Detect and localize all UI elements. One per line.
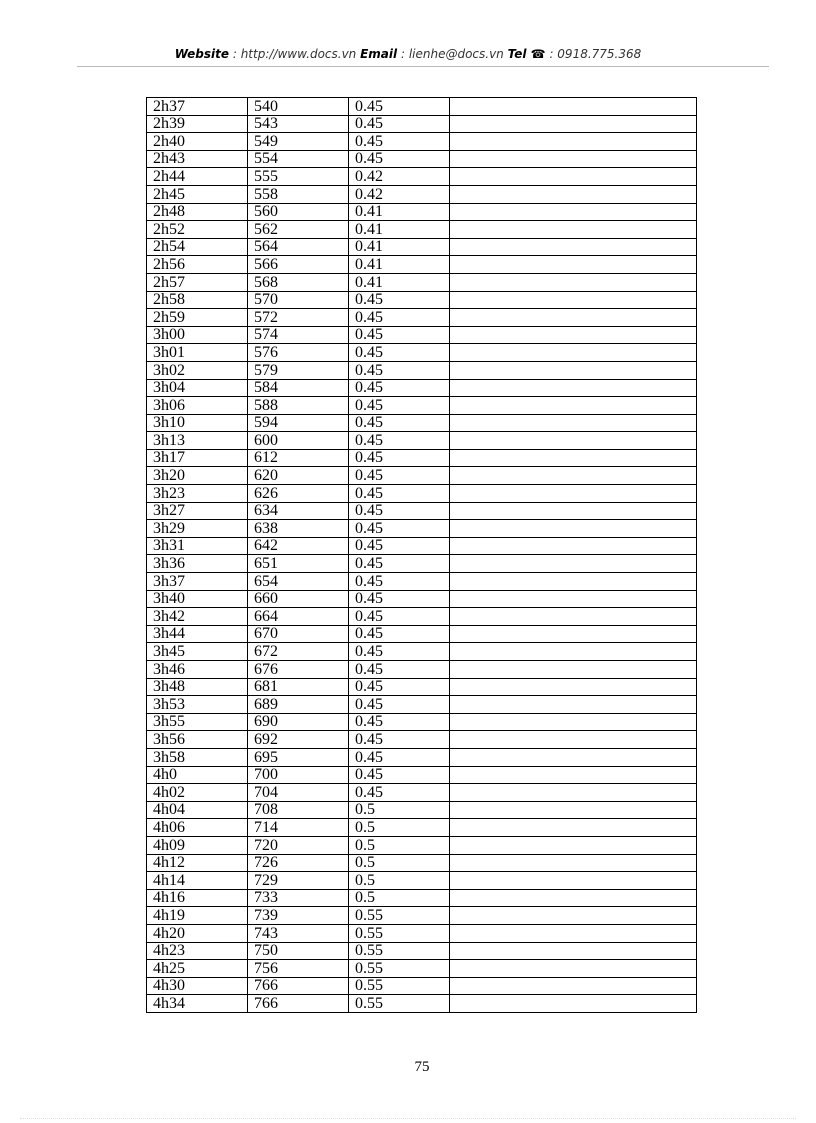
table-cell-col1: 2h58 [147, 291, 248, 309]
table-row [147, 168, 697, 186]
table-cell-col3: 0.45 [349, 731, 450, 749]
table-row [147, 731, 697, 749]
table-cell-col1: 4h19 [147, 907, 248, 925]
table-row [147, 203, 697, 221]
table-cell-col1: 4h04 [147, 801, 248, 819]
table-cell-col4 [450, 273, 697, 291]
table-cell-col3: 0.45 [349, 502, 450, 520]
table-cell-col1: 2h40 [147, 133, 248, 151]
table-cell-col3: 0.45 [349, 133, 450, 151]
table-cell-col3: 0.45 [349, 590, 450, 608]
table-cell-col2: 620 [248, 467, 349, 485]
table-cell-col2: 743 [248, 924, 349, 942]
table-cell-col3: 0.45 [349, 432, 450, 450]
table-cell-col1: 3h56 [147, 731, 248, 749]
table-cell-col2: 560 [248, 203, 349, 221]
table-cell-col2: 720 [248, 836, 349, 854]
footer-divider [20, 1118, 796, 1119]
table-cell-col1: 2h56 [147, 256, 248, 274]
table-cell-col2: 579 [248, 361, 349, 379]
table-cell-col2: 554 [248, 150, 349, 168]
table-cell-col2: 695 [248, 748, 349, 766]
table-cell-col2: 642 [248, 537, 349, 555]
table-cell-col3: 0.45 [349, 537, 450, 555]
table-cell-col3: 0.45 [349, 485, 450, 503]
table-cell-col2: 566 [248, 256, 349, 274]
table-cell-col2: 612 [248, 449, 349, 467]
table-row [147, 273, 697, 291]
table-cell-col4 [450, 168, 697, 186]
table-cell-col1: 3h13 [147, 432, 248, 450]
table-cell-col1: 3h06 [147, 397, 248, 415]
table-row [147, 977, 697, 995]
table-row [147, 625, 697, 643]
table-row [147, 238, 697, 256]
table-row [147, 502, 697, 520]
table-cell-col4 [450, 854, 697, 872]
table-cell-col2: 549 [248, 133, 349, 151]
table-cell-col3: 0.45 [349, 661, 450, 679]
table-cell-col4 [450, 661, 697, 679]
table-cell-col2: 660 [248, 590, 349, 608]
table-cell-col3: 0.45 [349, 625, 450, 643]
table-cell-col4 [450, 221, 697, 239]
table-cell-col3: 0.45 [349, 361, 450, 379]
table-cell-col3: 0.45 [349, 643, 450, 661]
table-cell-col3: 0.42 [349, 185, 450, 203]
table-cell-col3: 0.45 [349, 678, 450, 696]
table-cell-col4 [450, 889, 697, 907]
table-cell-col1: 2h57 [147, 273, 248, 291]
table-cell-col3: 0.45 [349, 520, 450, 538]
table-cell-col1: 4h30 [147, 977, 248, 995]
table-row [147, 995, 697, 1013]
table-cell-col3: 0.41 [349, 221, 450, 239]
website-value: : http://www.docs.vn [229, 47, 361, 61]
table-cell-col4 [450, 414, 697, 432]
table-cell-col2: 564 [248, 238, 349, 256]
table-cell-col2: 588 [248, 397, 349, 415]
table-cell-col2: 670 [248, 625, 349, 643]
table-cell-col1: 2h48 [147, 203, 248, 221]
table-cell-col4 [450, 836, 697, 854]
table-row [147, 520, 697, 538]
table-cell-col4 [450, 678, 697, 696]
table-cell-col1: 2h52 [147, 221, 248, 239]
table-cell-col3: 0.55 [349, 960, 450, 978]
table-row [147, 361, 697, 379]
table-cell-col4 [450, 573, 697, 591]
table-cell-col3: 0.45 [349, 291, 450, 309]
table-row [147, 643, 697, 661]
table-cell-col3: 0.45 [349, 573, 450, 591]
table-cell-col1: 3h42 [147, 608, 248, 626]
table-cell-col2: 756 [248, 960, 349, 978]
website-label: Website [174, 47, 230, 61]
table-row [147, 256, 697, 274]
table-cell-col4 [450, 731, 697, 749]
table-cell-col2: 576 [248, 344, 349, 362]
table-cell-col4 [450, 872, 697, 890]
tel-value: : 0918.775.368 [545, 47, 642, 61]
table-cell-col1: 2h44 [147, 168, 248, 186]
table-row [147, 115, 697, 133]
table-row [147, 748, 697, 766]
table-row [147, 889, 697, 907]
table-cell-col3: 0.55 [349, 995, 450, 1013]
table-cell-col3: 0.45 [349, 309, 450, 327]
table-row [147, 872, 697, 890]
table-cell-col2: 558 [248, 185, 349, 203]
table-row [147, 291, 697, 309]
table-cell-col1: 3h44 [147, 625, 248, 643]
table-cell-col1: 3h46 [147, 661, 248, 679]
table-cell-col1: 3h55 [147, 713, 248, 731]
table-cell-col1: 3h10 [147, 414, 248, 432]
table-cell-col4 [450, 256, 697, 274]
table-cell-col2: 714 [248, 819, 349, 837]
table-cell-col4 [450, 819, 697, 837]
table-cell-col4 [450, 238, 697, 256]
table-cell-col2: 672 [248, 643, 349, 661]
table-cell-col4 [450, 713, 697, 731]
table-cell-col4 [450, 801, 697, 819]
table-row [147, 836, 697, 854]
table-cell-col4 [450, 115, 697, 133]
table-cell-col3: 0.45 [349, 379, 450, 397]
table-cell-col1: 3h17 [147, 449, 248, 467]
table-cell-col2: 739 [248, 907, 349, 925]
email-value: : lienhe@docs.vn [397, 47, 508, 61]
table-cell-col2: 689 [248, 696, 349, 714]
table-cell-col4 [450, 203, 697, 221]
table-cell-col4 [450, 397, 697, 415]
tel-label: Tel ☎ [507, 47, 546, 61]
table-cell-col4 [450, 185, 697, 203]
table-cell-col1: 3h37 [147, 573, 248, 591]
table-cell-col1: 3h00 [147, 326, 248, 344]
table-row [147, 414, 697, 432]
table-row [147, 309, 697, 327]
table-cell-col2: 654 [248, 573, 349, 591]
table-cell-col2: 750 [248, 942, 349, 960]
table-cell-col4 [450, 995, 697, 1013]
header-divider [77, 66, 769, 67]
table-cell-col2: 638 [248, 520, 349, 538]
table-row [147, 449, 697, 467]
table-cell-col3: 0.5 [349, 801, 450, 819]
table-cell-col3: 0.42 [349, 168, 450, 186]
table-cell-col1: 4h20 [147, 924, 248, 942]
table-cell-col3: 0.55 [349, 924, 450, 942]
table-cell-col3: 0.45 [349, 414, 450, 432]
table-cell-col1: 2h39 [147, 115, 248, 133]
table-cell-col2: 676 [248, 661, 349, 679]
table-cell-col1: 4h09 [147, 836, 248, 854]
page-number: 75 [414, 1059, 430, 1075]
table-cell-col3: 0.55 [349, 942, 450, 960]
table-cell-col1: 3h36 [147, 555, 248, 573]
table-cell-col3: 0.45 [349, 784, 450, 802]
table-cell-col1: 4h12 [147, 854, 248, 872]
table-cell-col3: 0.55 [349, 977, 450, 995]
page-header [0, 47, 816, 61]
table-cell-col2: 700 [248, 766, 349, 784]
table-cell-col1: 4h14 [147, 872, 248, 890]
table-row [147, 185, 697, 203]
table-cell-col2: 690 [248, 713, 349, 731]
table-cell-col3: 0.45 [349, 555, 450, 573]
table-row [147, 942, 697, 960]
table-row [147, 801, 697, 819]
table-cell-col3: 0.45 [349, 115, 450, 133]
table-row [147, 397, 697, 415]
table-cell-col4 [450, 502, 697, 520]
table-cell-col4 [450, 361, 697, 379]
table-cell-col3: 0.45 [349, 397, 450, 415]
table-row [147, 678, 697, 696]
table-cell-col1: 3h53 [147, 696, 248, 714]
table-cell-col2: 651 [248, 555, 349, 573]
table-row [147, 960, 697, 978]
table-cell-col3: 0.5 [349, 872, 450, 890]
table-cell-col4 [450, 766, 697, 784]
table-cell-col2: 570 [248, 291, 349, 309]
table-cell-col2: 766 [248, 977, 349, 995]
table-row [147, 819, 697, 837]
table-cell-col2: 562 [248, 221, 349, 239]
table-cell-col2: 726 [248, 854, 349, 872]
table-cell-col4 [450, 379, 697, 397]
table-cell-col2: 555 [248, 168, 349, 186]
table-cell-col3: 0.45 [349, 150, 450, 168]
table-cell-col1: 2h43 [147, 150, 248, 168]
table-cell-col1: 3h23 [147, 485, 248, 503]
table-cell-col2: 766 [248, 995, 349, 1013]
table-cell-col2: 572 [248, 309, 349, 327]
table-cell-col1: 2h45 [147, 185, 248, 203]
table-cell-col4 [450, 960, 697, 978]
table-row [147, 696, 697, 714]
table-cell-col4 [450, 643, 697, 661]
table-row [147, 98, 697, 116]
table-cell-col2: 626 [248, 485, 349, 503]
table-cell-col1: 4h06 [147, 819, 248, 837]
table-cell-col2: 664 [248, 608, 349, 626]
table-cell-col4 [450, 432, 697, 450]
table-cell-col1: 3h01 [147, 344, 248, 362]
table-cell-col4 [450, 309, 697, 327]
table-row [147, 467, 697, 485]
table-cell-col1: 2h37 [147, 98, 248, 116]
table-cell-col4 [450, 907, 697, 925]
table-cell-col3: 0.45 [349, 98, 450, 116]
table-cell-col2: 574 [248, 326, 349, 344]
table-row [147, 608, 697, 626]
table-cell-col2: 729 [248, 872, 349, 890]
table-cell-col3: 0.45 [349, 696, 450, 714]
table-cell-col1: 3h40 [147, 590, 248, 608]
table-cell-col1: 4h25 [147, 960, 248, 978]
table-cell-col2: 600 [248, 432, 349, 450]
table-cell-col4 [450, 291, 697, 309]
table-cell-col4 [450, 696, 697, 714]
table-cell-col3: 0.45 [349, 467, 450, 485]
table-cell-col4 [450, 608, 697, 626]
table-cell-col4 [450, 467, 697, 485]
table-cell-col1: 3h31 [147, 537, 248, 555]
table-cell-col3: 0.5 [349, 819, 450, 837]
table-cell-col3: 0.41 [349, 203, 450, 221]
table-cell-col4 [450, 942, 697, 960]
table-cell-col1: 4h23 [147, 942, 248, 960]
table-cell-col3: 0.45 [349, 608, 450, 626]
table-row [147, 784, 697, 802]
table-cell-col3: 0.45 [349, 449, 450, 467]
table-cell-col2: 543 [248, 115, 349, 133]
table-row [147, 133, 697, 151]
table-cell-col2: 733 [248, 889, 349, 907]
table-cell-col1: 3h04 [147, 379, 248, 397]
table-cell-col4 [450, 133, 697, 151]
table-cell-col1: 3h45 [147, 643, 248, 661]
table-cell-col2: 584 [248, 379, 349, 397]
table-row [147, 221, 697, 239]
table-cell-col2: 704 [248, 784, 349, 802]
table-cell-col4 [450, 590, 697, 608]
table-cell-col2: 681 [248, 678, 349, 696]
data-table [146, 97, 697, 1013]
table-row [147, 924, 697, 942]
table-cell-col2: 634 [248, 502, 349, 520]
table-cell-col4 [450, 344, 697, 362]
table-cell-col3: 0.41 [349, 273, 450, 291]
table-cell-col3: 0.5 [349, 889, 450, 907]
table-cell-col3: 0.45 [349, 713, 450, 731]
table-cell-col4 [450, 784, 697, 802]
table-cell-col1: 4h16 [147, 889, 248, 907]
table-row [147, 854, 697, 872]
email-label: Email [360, 47, 398, 61]
table-cell-col4 [450, 977, 697, 995]
table-cell-col4 [450, 449, 697, 467]
table-cell-col3: 0.45 [349, 326, 450, 344]
table-cell-col1: 4h0 [147, 766, 248, 784]
table-cell-col4 [450, 625, 697, 643]
table-row [147, 485, 697, 503]
table-cell-col4 [450, 555, 697, 573]
table-cell-col1: 3h27 [147, 502, 248, 520]
table-row [147, 379, 697, 397]
table-cell-col2: 568 [248, 273, 349, 291]
table-cell-col3: 0.55 [349, 907, 450, 925]
table-row [147, 590, 697, 608]
table-cell-col2: 708 [248, 801, 349, 819]
table-row [147, 907, 697, 925]
table-cell-col1: 3h20 [147, 467, 248, 485]
table-cell-col1: 3h02 [147, 361, 248, 379]
table-cell-col4 [450, 485, 697, 503]
table-row [147, 432, 697, 450]
table-cell-col4 [450, 326, 697, 344]
table-cell-col2: 540 [248, 98, 349, 116]
table-row [147, 344, 697, 362]
table-row [147, 713, 697, 731]
table-cell-col4 [450, 537, 697, 555]
table-row [147, 150, 697, 168]
table-row [147, 573, 697, 591]
table-cell-col1: 2h54 [147, 238, 248, 256]
table-row [147, 661, 697, 679]
table-cell-col3: 0.41 [349, 238, 450, 256]
table-cell-col4 [450, 520, 697, 538]
table-cell-col1: 3h48 [147, 678, 248, 696]
table-cell-col3: 0.5 [349, 836, 450, 854]
table-row [147, 326, 697, 344]
table-cell-col1: 2h59 [147, 309, 248, 327]
table-cell-col2: 692 [248, 731, 349, 749]
table-cell-col1: 4h02 [147, 784, 248, 802]
table-row [147, 537, 697, 555]
table-cell-col4 [450, 924, 697, 942]
table-cell-col4 [450, 748, 697, 766]
table-row [147, 766, 697, 784]
table-cell-col3: 0.5 [349, 854, 450, 872]
table-body [147, 98, 697, 1013]
table-cell-col3: 0.45 [349, 344, 450, 362]
table-cell-col3: 0.41 [349, 256, 450, 274]
table-cell-col3: 0.45 [349, 748, 450, 766]
table-cell-col1: 3h58 [147, 748, 248, 766]
table-cell-col2: 594 [248, 414, 349, 432]
table-cell-col1: 3h29 [147, 520, 248, 538]
table-cell-col1: 4h34 [147, 995, 248, 1013]
table-row [147, 555, 697, 573]
table-cell-col4 [450, 98, 697, 116]
table-cell-col4 [450, 150, 697, 168]
table-cell-col3: 0.45 [349, 766, 450, 784]
